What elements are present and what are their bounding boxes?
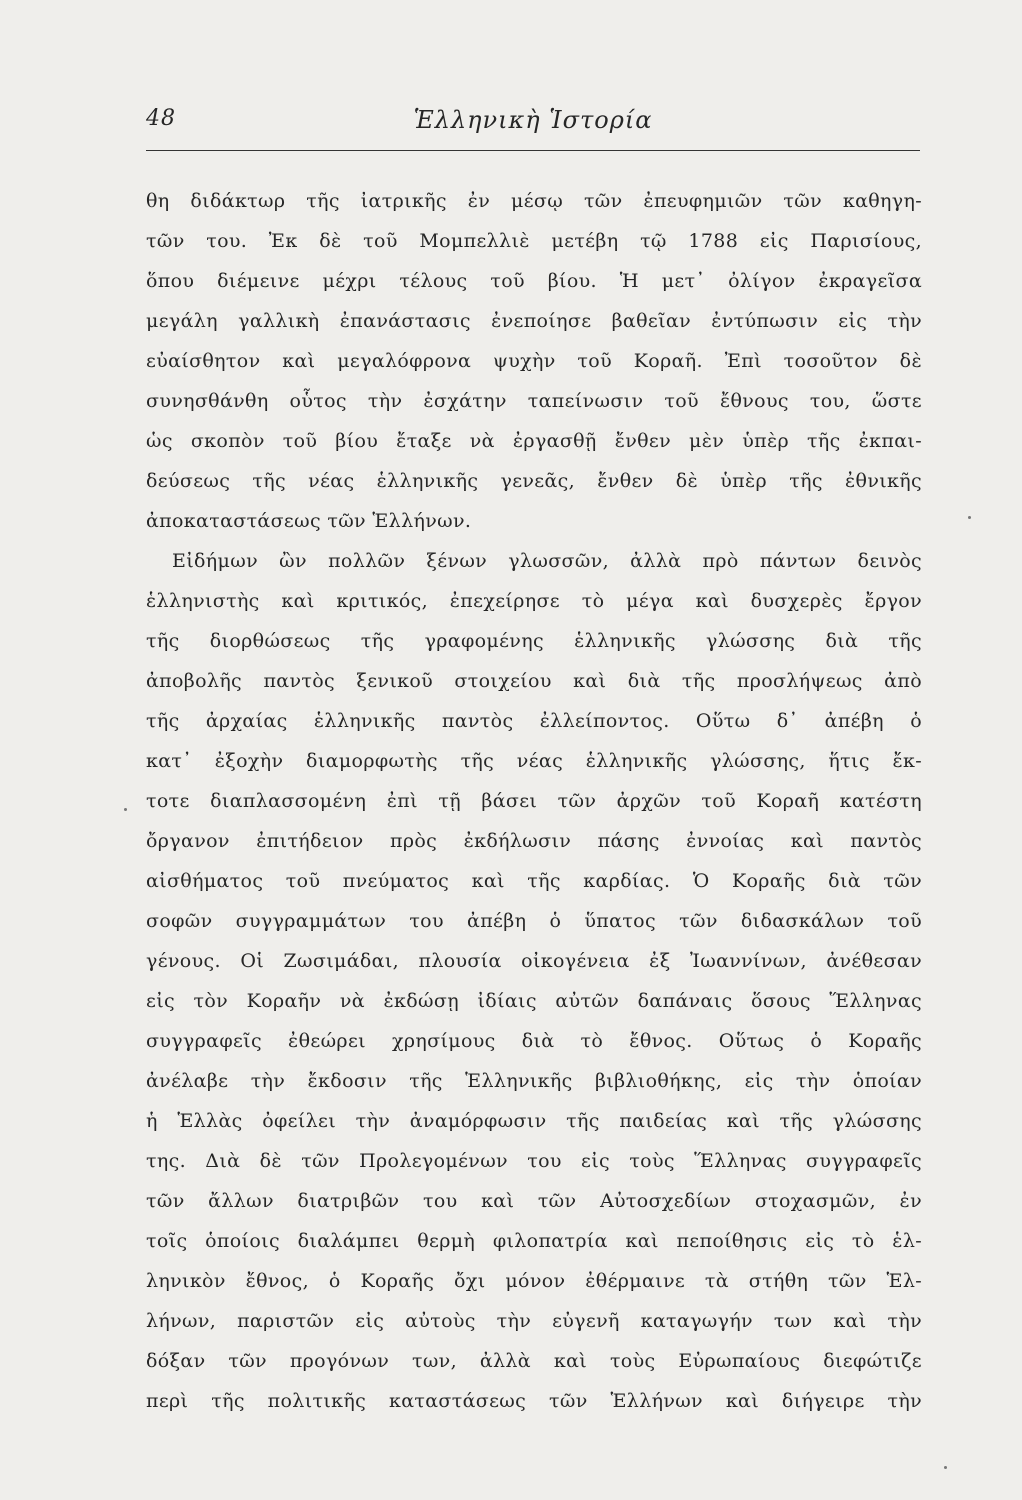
- text-line: συγγραφεῖς ἐθεώρει χρησίμους διὰ τὸ ἔθνος. Οὕτως ὁ Κοραῆς: [146, 1030, 922, 1052]
- paragraph-start-line: Εἰδήμων ὢν πολλῶν ξένων γλωσσῶν, ἀλλὰ πρὸ πάντων δεινὸς: [172, 550, 922, 572]
- text-line: ὡς σκοπὸν τοῦ βίου ἔταξε νὰ ἐργασθῇ ἔνθεν μὲν ὑπὲρ τῆς ἐκπαι-: [146, 430, 922, 452]
- text-line: ὅπου διέμεινε μέχρι τέλους τοῦ βίου. Ἡ μετ᾽ ὀλίγον ἐκραγεῖσα: [146, 270, 922, 292]
- paper-speck: [124, 808, 127, 811]
- text-line: τῶν ἄλλων διατριβῶν του καὶ τῶν Αὐτοσχεδίων στοχασμῶν, ἐν: [146, 1190, 922, 1212]
- text-line: δόξαν τῶν προγόνων των, ἀλλὰ καὶ τοὺς Εὐρωπαίους διεφώτιζε: [146, 1350, 922, 1372]
- text-line: θη διδάκτωρ τῆς ἰατρικῆς ἐν μέσῳ τῶν ἐπευφημιῶν τῶν καθηγη-: [146, 190, 922, 212]
- paragraph-end-line: ἀποκαταστάσεως τῶν Ἑλλήνων.: [146, 510, 472, 532]
- body-text: [146, 181, 922, 1421]
- text-line: μεγάλη γαλλικὴ ἐπανάστασις ἐνεποίησε βαθεῖαν ἐντύπωσιν εἰς τὴν: [146, 310, 922, 332]
- text-line: ὄργανον ἐπιτήδειον πρὸς ἐκδήλωσιν πάσης ἐννοίας καὶ παντὸς: [146, 830, 922, 852]
- text-line: συνησθάνθη οὗτος τὴν ἐσχάτην ταπείνωσιν τοῦ ἔθνους του, ὥστε: [146, 390, 922, 412]
- text-line: ἡ Ἑλλὰς ὀφείλει τὴν ἀναμόρφωσιν τῆς παιδείας καὶ τῆς γλώσσης: [146, 1110, 922, 1132]
- header-rule: [146, 150, 920, 151]
- paper-speck: [944, 1466, 947, 1469]
- text-line: τῶν του. Ἐκ δὲ τοῦ Μομπελλιὲ μετέβη τῷ 1788 εἰς Παρισίους,: [146, 230, 922, 252]
- text-line: τοτε διαπλασσομένη ἐπὶ τῇ βάσει τῶν ἀρχῶν τοῦ Κοραῆ κατέστη: [146, 790, 922, 812]
- text-line: της. Διὰ δὲ τῶν Προλεγομένων του εἰς τοὺς Ἕλληνας συγγραφεῖς: [146, 1150, 922, 1172]
- text-line: εὐαίσθητον καὶ μεγαλόφρονα ψυχὴν τοῦ Κοραῆ. Ἐπὶ τοσοῦτον δὲ: [146, 350, 922, 372]
- text-line: αἰσθήματος τοῦ πνεύματος καὶ τῆς καρδίας. Ὁ Κοραῆς διὰ τῶν: [146, 870, 922, 892]
- text-line: εἰς τὸν Κοραῆν νὰ ἐκδώσῃ ἰδίαις αὐτῶν δαπάναις ὅσους Ἕλληνας: [146, 990, 922, 1012]
- text-line: ἀνέλαβε τὴν ἔκδοσιν τῆς Ἑλληνικῆς βιβλιοθήκης, εἰς τὴν ὁποίαν: [146, 1070, 922, 1092]
- running-title: Ἑλληνικὴ Ἱστορία: [413, 106, 653, 134]
- text-line: ληνικὸν ἔθνος, ὁ Κοραῆς ὄχι μόνον ἐθέρμαινε τὰ στήθη τῶν Ἑλ-: [146, 1270, 922, 1292]
- text-line: σοφῶν συγγραμμάτων του ἀπέβη ὁ ὕπατος τῶν διδασκάλων τοῦ: [146, 910, 922, 932]
- text-line: δεύσεως τῆς νέας ἑλληνικῆς γενεᾶς, ἔνθεν δὲ ὑπὲρ τῆς ἐθνικῆς: [146, 470, 922, 492]
- text-line: τῆς ἀρχαίας ἑλληνικῆς παντὸς ἐλλείποντος. Οὕτω δ᾽ ἀπέβη ὁ: [146, 710, 922, 732]
- text-line: περὶ τῆς πολιτικῆς καταστάσεως τῶν Ἑλλήνων καὶ διήγειρε τὴν: [146, 1390, 922, 1412]
- page-number: 48: [146, 106, 176, 131]
- paper-speck: [968, 516, 971, 519]
- text-line: τοῖς ὁποίοις διαλάμπει θερμὴ φιλοπατρία καὶ πεποίθησις εἰς τὸ ἑλ-: [146, 1230, 922, 1252]
- running-head: [146, 106, 920, 142]
- text-line: ἀποβολῆς παντὸς ξενικοῦ στοιχείου καὶ διὰ τῆς προσλήψεως ἀπὸ: [146, 670, 922, 692]
- text-line: γένους. Οἱ Ζωσιμάδαι, πλουσία οἰκογένεια ἐξ Ἰωαννίνων, ἀνέθεσαν: [146, 950, 922, 972]
- text-line: ἑλληνιστὴς καὶ κριτικός, ἐπεχείρησε τὸ μέγα καὶ δυσχερὲς ἔργον: [146, 590, 922, 612]
- text-line: κατ᾽ ἐξοχὴν διαμορφωτὴς τῆς νέας ἑλληνικῆς γλώσσης, ἥτις ἔκ-: [146, 750, 922, 772]
- text-line: τῆς διορθώσεως τῆς γραφομένης ἑλληνικῆς γλώσσης διὰ τῆς: [146, 630, 922, 652]
- text-line: λήνων, παριστῶν εἰς αὐτοὺς τὴν εὐγενῆ καταγωγήν των καὶ τὴν: [146, 1310, 922, 1332]
